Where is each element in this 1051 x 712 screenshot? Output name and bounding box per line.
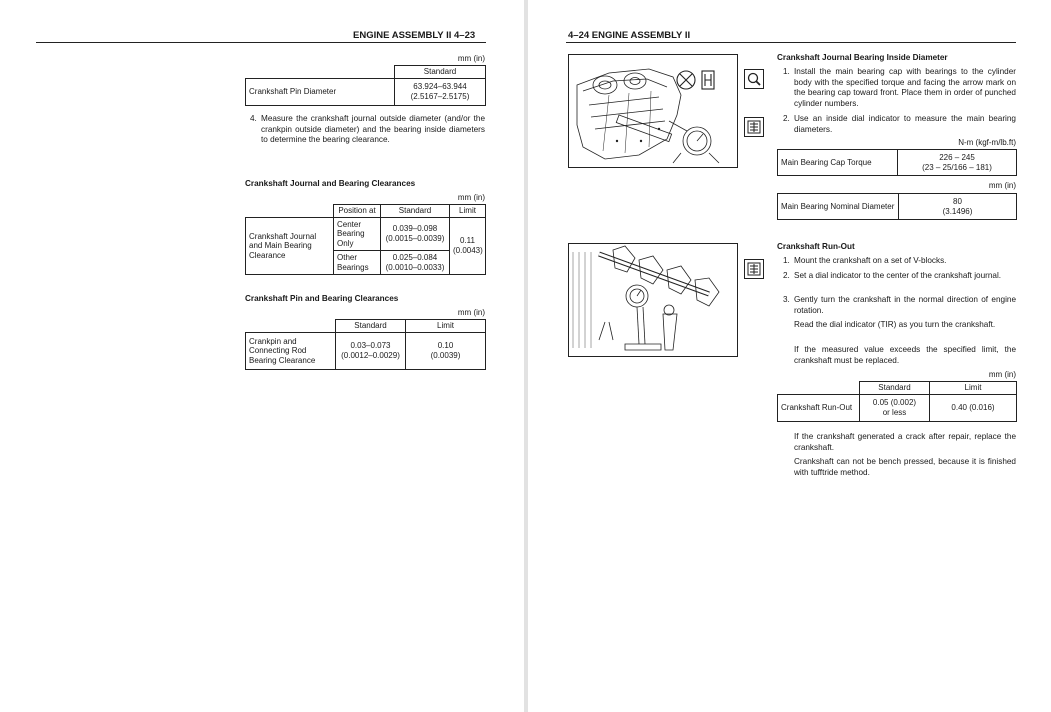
pin-diameter-in: (2.5167–2.5175) [410, 92, 470, 101]
s1-step-1 [783, 67, 1016, 109]
center-bearing-position: Center Bearing Only [334, 218, 381, 251]
right-header-rule [566, 42, 1016, 43]
s2-step-1-text: Mount the crankshaft on a set of V-blocks. [794, 256, 947, 265]
s2-step-1 [783, 256, 1016, 267]
torque-value: 226 – 245 [939, 152, 975, 162]
left-page-header: ENGINE ASSEMBLY II 4–23 [353, 30, 476, 41]
journal-clearance-label: Crankshaft Journal and Main Bearing Clearance [246, 218, 334, 275]
runout-col-standard: Standard [860, 382, 930, 395]
s2-step-2-text: Set a dial indicator to the center of the crankshaft journal. [794, 271, 1002, 280]
crack-note: If the crankshaft generated a crack after repair, replace the crankshaft. [794, 432, 1016, 452]
torque-table [777, 149, 1017, 176]
s1-step-2-text: Use an inside dial indicator to measure the main bearing diameters. [794, 114, 1016, 134]
center-bearing-std-mm: 0.039–0.098 [392, 224, 438, 234]
measure-gauge-icon-2 [744, 259, 764, 279]
torque-label: Main Bearing Cap Torque [778, 150, 898, 176]
pin-clearance-unit: mm (in) [457, 308, 485, 317]
pin-clearance-std-in: (0.0012–0.0029) [341, 351, 400, 360]
runout-title: Crankshaft Run-Out [777, 242, 855, 251]
right-page [528, 0, 1051, 712]
left-page [0, 0, 524, 712]
runout-std-sub: or less [882, 408, 907, 417]
s1-step-1-number: 1. [783, 67, 790, 76]
center-bearing-std-in: (0.0015–0.0039) [385, 234, 445, 243]
left-header-rule [36, 42, 486, 43]
torque-value-sub: (23 – 25/166 – 181) [922, 162, 992, 172]
other-bearings-std-mm: 0.025–0.084 [392, 252, 438, 262]
nominal-value-mm: 80 [953, 196, 962, 206]
s1-step-1-text: Install the main bearing cap with bearings to the cylinder body with the specified torque and facing the arrow mark on the bearing cap toward front. Place them in order of punched cylinder numbers. [794, 67, 1016, 108]
runout-label: Crankshaft Run-Out [778, 395, 860, 422]
pin-clearance-limit-mm: 0.10 [437, 341, 454, 351]
step-4 [250, 114, 485, 146]
step-4-text: Measure the crankshaft journal outside diameter (and/or the crankpin outside diameter) and the bearing inside diameters to determine the bearing clearance. [261, 114, 485, 145]
journal-limit-mm: 0.11 [460, 236, 475, 246]
col-limit: Limit [450, 205, 486, 218]
s1-step-2 [783, 114, 1016, 135]
col-position: Position at [334, 205, 381, 218]
pin-diameter-table [245, 65, 486, 106]
journal-clearance-unit: mm (in) [457, 193, 485, 202]
nominal-label: Main Bearing Nominal Diameter [778, 194, 899, 220]
crankshaft-drawing [569, 244, 737, 356]
s2-step-2-number: 2. [783, 271, 790, 280]
caution-symbols [677, 71, 714, 89]
pin-clearance-limit-in: (0.0039) [430, 351, 461, 360]
s2-step-3 [783, 295, 1016, 316]
other-bearings-std-in: (0.0010–0.0033) [385, 262, 445, 272]
s2-step-3-text: Gently turn the crankshaft in the normal direction of engine rotation. [794, 295, 1016, 315]
other-bearings-position: Other Bearings [334, 251, 381, 275]
runout-col-limit: Limit [930, 382, 1017, 395]
torque-unit: N-m (kgf-m/lb.ft) [958, 138, 1016, 147]
pin-diameter-header: Standard [395, 66, 486, 79]
pin-diameter-unit: mm (in) [457, 54, 485, 63]
journal-clearance-title: Crankshaft Journal and Bearing Clearances [245, 179, 416, 188]
s2-step-2 [783, 271, 1016, 282]
bearing-measurement-illustration [568, 54, 738, 168]
runout-limit: 0.40 (0.016) [930, 395, 1017, 422]
measure-gauge-icon [744, 117, 764, 137]
s2-step-3-number: 3. [783, 295, 790, 304]
journal-clearance-table [245, 204, 486, 275]
runout-std-main: 0.05 (0.002) [872, 398, 917, 408]
pin-clearance-label: Crankpin and Connecting Rod Bearing Clearance [246, 333, 336, 370]
tufftride-note: Crankshaft can not be bench pressed, because it is finished with tufftride method. [794, 457, 1016, 477]
runout-table [777, 381, 1017, 422]
pin-clearance-std-mm: 0.03–0.073 [350, 341, 391, 351]
tool-magnifier-icon [744, 69, 764, 89]
nominal-diameter-table [777, 193, 1017, 220]
pin-clearance-title: Crankshaft Pin and Bearing Clearances [245, 294, 399, 303]
s1-step-2-number: 2. [783, 114, 790, 123]
journal-limit-in: (0.0043) [453, 246, 483, 255]
nominal-value-in: (3.1496) [942, 206, 973, 216]
runout-para-limit: If the measured value exceeds the specified limit, the crankshaft must be replaced. [794, 345, 1016, 365]
right-page-header: 4–24 ENGINE ASSEMBLY II [568, 30, 691, 41]
s2-step-1-number: 1. [783, 256, 790, 265]
pin-diameter-label: Crankshaft Pin Diameter [246, 79, 395, 106]
pin-diameter-mm: 63.924–63.944 [413, 82, 467, 92]
col-standard: Standard [381, 205, 450, 218]
pin-clearance-table [245, 319, 486, 370]
nominal-unit: mm (in) [988, 181, 1016, 190]
pin-col-limit: Limit [406, 320, 486, 333]
step-4-number: 4. [250, 114, 257, 123]
runout-unit: mm (in) [988, 370, 1016, 379]
engine-block-drawing [569, 55, 737, 167]
runout-illustration [568, 243, 738, 357]
bearing-inside-diameter-title: Crankshaft Journal Bearing Inside Diameter [777, 53, 948, 62]
runout-para-read: Read the dial indicator (TIR) as you turn the crankshaft. [794, 320, 996, 329]
pin-col-standard: Standard [336, 320, 406, 333]
